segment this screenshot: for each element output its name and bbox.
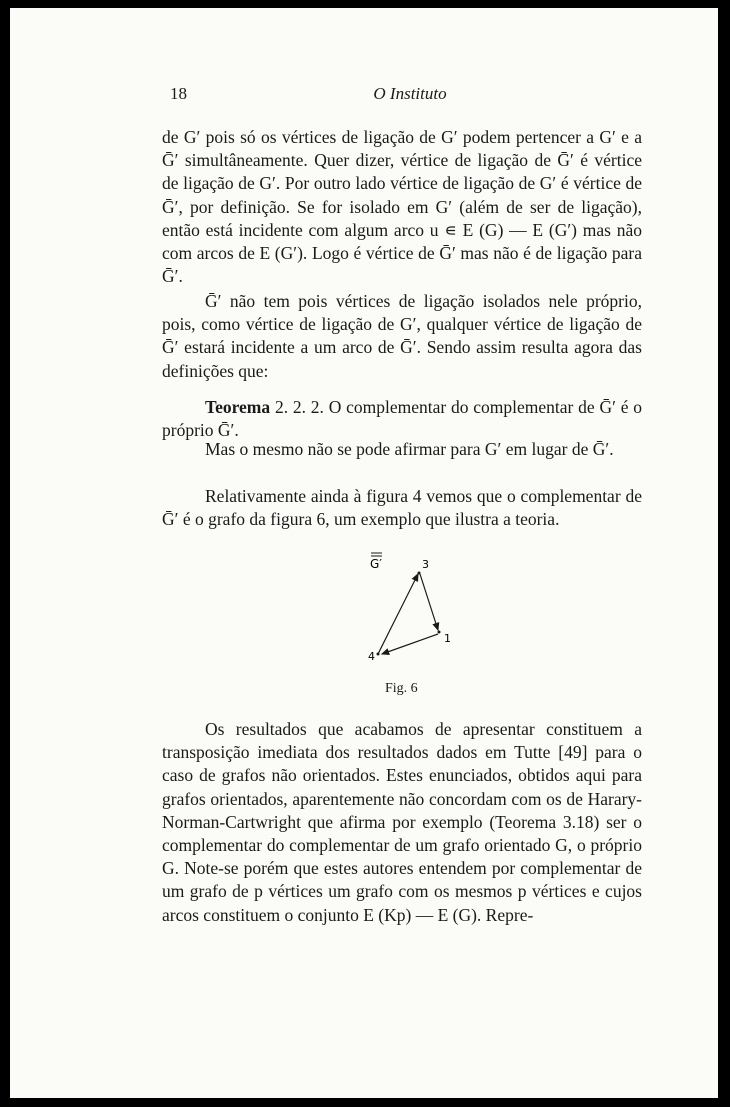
vertex-4 <box>377 653 380 656</box>
vertex-1-label: 1 <box>444 632 451 645</box>
graph-label: G′ <box>370 557 383 571</box>
paragraph-4: Mas o mesmo não se pode afirmar para G′ em lugar de Ḡ′. <box>205 439 614 459</box>
paragraph-1: de G′ pois só os vértices de ligação de G′ podem pertencer a G′ e a Ḡ′ simultâneamente. Quer dizer, vértice de ligação de Ḡ′ é vértice de ligação de G′. Por outro lado vértice de ligação de G′ é vértice de Ḡ′, por definição. Se for isolado em G′ (além de ser de ligação), então está incidente com algum arco u ∊ E (G) — E (G′) mas não com arcos de E (G′). Logo é vértice de Ḡ′ mas não é de ligação para Ḡ′. <box>162 127 642 287</box>
edge-4-3 <box>378 574 418 654</box>
theorem-paragraph <box>162 396 642 442</box>
edge-3-1 <box>420 574 438 630</box>
paragraph-2: Ḡ′ não tem pois vértices de ligação isolados nele próprio, pois, como vértice de ligação de G′, qualquer vértice de ligação de Ḡ′ estará incidente a um arco de Ḡ′. Sendo assim resulta agora das definições que: <box>162 291 642 381</box>
theorem-label: Teorema <box>205 397 271 417</box>
figure-caption: Fig. 6 <box>385 681 418 696</box>
page-number: 18 <box>170 84 187 103</box>
theorem-number: 2. 2. 2. <box>274 397 324 417</box>
vertex-3 <box>418 572 421 575</box>
running-title: O Instituto <box>373 84 447 103</box>
paragraph-5: Relativamente ainda à figura 4 vemos que o complementar de Ḡ′ é o grafo da figura 6, um exemplo que ilustra a teoria. <box>162 486 642 530</box>
page-header <box>170 84 650 108</box>
paragraph-6: Os resultados que acabamos de apresentar constituem a transposição imediata dos resultados dados em Tutte [49] para o caso de grafos não orientados. Estes enunciados, obtidos aqui para grafos orientados, aparentemente não concordam com os de Harary-Norman-Cartwright que afirma por exemplo (Teorema 3.18) ser o complementar do complementar de um grafo orientado G, o próprio G. Note-se porém que estes autores entendem por complementar de um grafo de p vértices um grafo com os mesmos p vértices e cujos arcos constituem o conjunto E (Kp) — E (G). Repre- <box>162 719 642 925</box>
figure-6-graph <box>360 548 470 678</box>
vertex-3-label: 3 <box>422 558 429 571</box>
edge-1-4 <box>382 634 438 654</box>
vertex-1 <box>438 631 441 634</box>
vertex-4-label: 4 <box>368 650 375 663</box>
theorem-text: O complementar do complementar de Ḡ′ é o próprio Ḡ′. <box>162 397 643 441</box>
